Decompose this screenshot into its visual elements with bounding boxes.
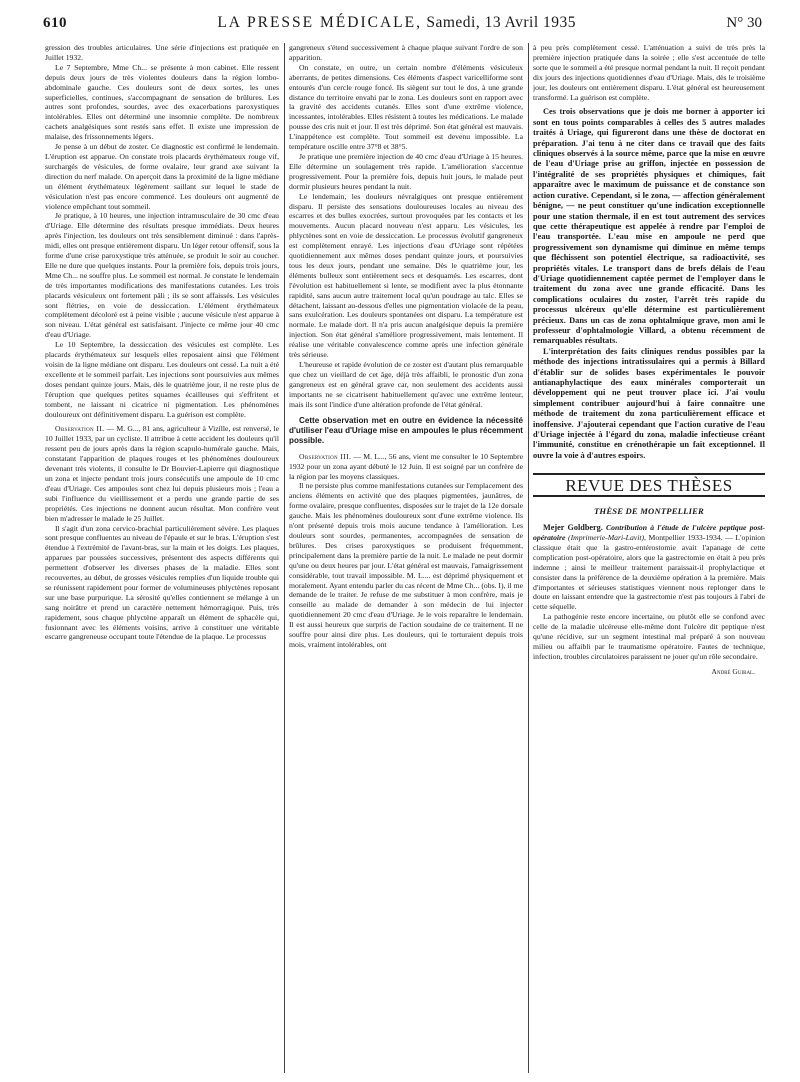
paragraph: Il s'agit d'un zona cervico-brachial particulièrement sévère. Les plaques sont presque confluentes au niveau de l'épaule et sur le bras. L'éruption s'est étendue à l'extrémité de l'avant-bras, sur la main et les doigts. Les plaques, apparues par poussées successives, présentent des aspects différents qui permettent d'observer les diverses phases de la maladie. Elles sont recouvertes, au début, de grosses vésicules remplies d'un liquide trouble qui se réunissent rapidement pour former de volumineuses phlyctènes reposant sur une base purpurique. La sérosité qu'elles contiennent se mélange à un sang noirâtre et prend un caractère nettement hémorragique. Puis, très rapidement, sous chaque phlyctène apparaît un élément de sphacèle qui, fusionnant avec les éléments voisins, arrive à constituer une véritable escarre gangreneuse occupant toute l'étendue de la plaque. Le processus xyxy=(45,523,279,642)
page-number: 610 xyxy=(43,15,67,31)
paragraph: gangreneux s'étend successivement à chaque plaque suivant l'ordre de son apparition. xyxy=(289,43,523,62)
thesis-publisher: (Imprimerie-Mari-Lavit) xyxy=(568,532,645,542)
column-2 xyxy=(289,43,523,1073)
paragraph: La pathogénie reste encore incertaine, ou plutôt elle se confond avec celle de la maladie ulcéreuse elle-même dont l'ulcère dit peptique n'est qu'une récidive, sur un segment intestinal mal préparé à son nouveau milieu ou affaibli par le traumatisme opératoire. Fautes de technique, infection, troubles circulatoires paraissent ne jouer qu'un rôle secondaire. xyxy=(533,612,765,661)
observation-paragraph xyxy=(289,452,523,482)
paragraph: Le 7 Septembre, Mme Ch... se présente à mon cabinet. Elle ressent depuis deux jours de très violentes douleurs dans la région lombo-abdominale gauche. Ces douleurs sont de deux sortes, les unes superficielles, continues, s'accompagnant de sensation de brûlures. Les autres sont profondes, sourdes, avec des exacerbations paroxystiques intolérables. Elles ont déterminé une insomnie complète. De nombreux cachets analgésiques sont restés sans effet. Il existe une impression de malaise, des frissonnements légers. xyxy=(45,62,279,142)
observation-text: — M. L..., 56 ans, vient me consulter le 10 Septembre 1932 pour un zona ayant débuté le 12 Juin. Il est soigné par un confrère de la région par les moyens classiques. xyxy=(289,451,523,481)
column-1 xyxy=(45,43,279,1073)
paragraph: à peu près complètement cessé. L'atténuation a suivi de très près la première injection pratiquée dans la soirée ; elle s'est accentuée de telle sorte que le sommeil a été presque normal pendant la nuit. Il reçoit pendant dix jours des injections quotidiennes d'eau d'Uriage. Mais, dès le troisième jour, les douleurs ont entièrement disparu. L'état général est heureusement transformé. La guérison est complète. xyxy=(533,43,765,102)
thesis-heading: THÈSE DE MONTPELLIER xyxy=(593,506,704,517)
article-columns xyxy=(45,43,765,1073)
publication-line xyxy=(217,14,576,32)
paragraph: Je pratique une première injection de 40 cmc d'eau d'Uriage à 15 heures. Elle détermine un soulagement très rapide. L'amélioration s'accentue progressivement. Pour la première fois, depuis huit jours, le malade peut dormir plusieurs heures pendant la nuit. xyxy=(289,151,523,191)
signature: André Guibal. xyxy=(711,666,755,676)
page-header xyxy=(43,14,762,36)
paragraph: gression des troubles articulaires. Une série d'injections est pratiquée en Juillet 1932. xyxy=(45,43,279,62)
conclusion-paragraph: Ces trois observations que je dois me borner à apporter ici sont en tous points comparables à celles des 5 autres malades traités à Uriage, qui figureront dans une thèse de doctorat en préparation. J'ai tenu à ne citer dans ce travail que des faits cliniques observés à la source même, parce que la mise en œuvre de l'eau d'Uriage prise au griffon, injectée en possession de l'intégralité de ses propriétés physiques et chimiques, fait apparaître avec le maximum de puissance et de constance son action curative. Cependant, si le zona, — affection généralement bénigne, — ne peut constituer qu'une indication exceptionnelle pour une station thermale, il en est tout autrement des services que cette thérapeutique est appelée à rendre par l'emploi de l'eau transportée. L'eau mise en ampoule ne perd que progressivement son dynamisme qui diminue en même temps que fléchissent son potentiel électrique, sa radioactivité, ses propriétés vitales. Le transport dans de brefs délais de l'eau d'Uriage quotidiennement captée permet de l'employer dans le traitement du zona avec une grande efficacité. Dans les complications oculaires du zoster, l'arrêt très rapide du processus ulcéreux qu'elle détermine est particulièrement précieux. Dans un cas de zona ophtalmique grave, mon ami le professeur d'ophtalmologie Villard, a obtenu récemment de remarquables résultats. xyxy=(533,107,765,346)
thesis-title: Contribution à l'étude de l'ulcère peptique post-opératoire xyxy=(533,523,765,542)
thesis-text: , Montpellier 1933-1934. — L'opinion classique était que la gastro-entérostomie avait l'apanage de cette complication post-opératoire, alors que la gastrectomie en était à peu près indemne ; ainsi le meilleur traitement paraissait-il prophylactique et consister dans la préférence de la deuxième opération à la première. Mais d'importantes et sérieuses statistiques viennent nous replonger dans le doute en laissant entendre que la gastrectomie n'est pas toujours à l'abri de cette séquelle. xyxy=(533,532,765,612)
paragraph: Il ne persiste plus comme manifestations cutanées sur l'emplacement des anciens éléments en activité que des plaques pigmentées, jaunâtres, de forme ovalaire, presque confluentes, disposées sur le trajet de la 12e dorsale gauche. Mais les phénomènes douloureux sont d'une extrême violence. Ils n'ont présenté depuis trois mois aucune tendance à l'amélioration. Les douleurs sont sourdes, permanentes, accompagnées de sensation de brûlures. Des crises paroxystiques se produisent fréquemment, principalement dans la première partie de la nuit. Le malade ne peut dormir qu'une ou deux heures par jour. L'état général est mauvais, l'amaigrissement considérable, tout travail impossible. M. L.... est déprimé physiquement et moralement. Ayant entendu parler du cas récent de Mme Ch... (obs. I), il me demande de le traiter. Je refuse de me substituer à mon confrère, mais je conseille au malade de demander à son médecin de lui injecter quotidiennement 20 cmc d'eau d'Uriage. Je le vois reparaître le lendemain. Il est aussi heureux que surpris de l'action soudaine de ce traitement. Il ne souffre pour ainsi dire plus. Les douleurs, qui le torturaient depuis trois mois, vraiment intolérables, ont xyxy=(289,481,523,649)
section-title: REVUE DES THÈSES xyxy=(533,473,765,497)
publication-date: Samedi, 13 Avril 1935 xyxy=(426,14,577,31)
observation-label: Observation II. xyxy=(55,424,105,434)
paragraph: L'heureuse et rapide évolution de ce zoster est d'autant plus remarquable que chez un vieillard de cet âge, déjà très affaibli, le pronostic d'un zona gangreneux est en général grave car, non seulement des accidents aussi importants ne se cicatrisent habituellement qu'avec une extrême lenteur, mais ils sont l'indice d'une altération profonde de l'état général. xyxy=(289,360,523,409)
thesis-author: Mejer Goldberg. xyxy=(543,523,603,533)
observation-label: Observation III. xyxy=(299,451,352,461)
paragraph: On constate, en outre, un certain nombre d'éléments vésiculeux aberrants, de petites dimensions. Ces éléments d'aspect varicelliforme sont entourés d'un cercle rouge foncé. Ils siègent sur tout le dos, à une grande distance du territoire envahi par le zona. Les douleurs sont en rapport avec la gravité des accidents cutanés. Elles sont d'une extrême violence, incessantes, intolérables. Elles résistent à toutes les médications. Le malade pousse des cris nuit et jour. Il est très déprimé. Son état général est mauvais. L'inappétence est complète. Tout sommeil est devenu impossible. La température oscille entre 37°8 et 38°5. xyxy=(289,62,523,152)
thesis-entry xyxy=(533,523,765,612)
highlighted-paragraph: Cette observation met en outre en évidence la nécessité d'utiliser l'eau d'Uriage mise en ampoules le plus récemment possible. xyxy=(289,415,523,446)
conclusion-paragraph: L'interprétation des faits cliniques rendus possibles par la méthode des injections intratissulaires qui a permis à Billard d'établir sur de solides bases expérimentales le pouvoir antianaphylactique des eaux minérales comporterait un développement qui ne peut trouver place ici. J'ai voulu simplement contribuer aujourd'hui à faire connaître une méthode de traitement du zona particulièrement efficace et inoffensive. J'ajouterai cependant que l'action curative de l'eau d'Uriage injectée à l'égard du zona, maladie infectieuse créant l'immunité, constitue en crénothérapie un fait exceptionnel. Il ouvre la voie à d'autres espoirs. xyxy=(533,346,765,460)
paragraph: Je pratique, à 10 heures, une injection intramusculaire de 30 cmc d'eau d'Uriage. Elle détermine des résultats presque immédiats. Deux heures après l'injection, les douleurs ont très sensiblement diminué : dans l'après-midi, elles ont presque entièrement disparu. Un léger retour offensif, sous la forme d'une crise paroxystique très atténuée, se produit le soir au coucher. Elle ne dure que quelques instants. Pour la première fois, depuis trois jours, Mme Ch... ne souffre plus. Le sommeil est normal. Je constate le lendemain de très importantes modifications des manifestations cutanées. Les trois placards vésiculeux ont fortement pâli ; ils se sont affaissés. Les vésicules sont flétries, en voie de dessiccation. L'élément érythémateux complètement décoloré est à peine visible ; aucune vésicule n'est apparue à son niveau. L'état général est satisfaisant. J'injecte ce même jour 40 cmc d'eau d'Uriage. xyxy=(45,211,279,340)
issue-number: N° 30 xyxy=(726,15,762,31)
observation-text: — M. G..., 81 ans, agriculteur à Vizille, est renversé, le 10 Juillet 1933, par un cycliste. Il attribue à cette accident les douleurs qu'il ressent peu de jours après dans la région scapulo-humérale gauche. Mais, constatant l'apparition de plaques rouges et les phénomènes douloureux devenant très violents, il consulte le Dr Bouvier-Lapierre qui diagnostique un zona et injecte pendant trois jours consécutifs une ampoule de 10 cmc d'eau d'Uriage. Ces ampoules sont chez lui depuis plusieurs mois ; l'eau a subi l'influence du vieillissement et a perdu une grande partie de ses propriétés. Ces injections ne donnent aucun résultat. Mon confrère veut bien m'adresser le malade le 25 Juillet. xyxy=(45,424,279,523)
paragraph: Le 10 Septembre, la dessiccation des vésicules est complète. Les placards érythémateux sur lesquels elles reposaient ainsi que l'élément voisin de la ligne médiane ont disparu. Les douleurs ont cessé. La nuit a été excellente et le sommeil parfait. Les injections sont poursuivies aux mêmes doses pendant quinze jours. Mais, dès le quatrième jour, il ne reste plus de l'éruption que quelques petites squames écailleuses qui s'effritent et tombent, ne laissant ni cicatrice ni pigmentation. Les phénomènes douloureux ont définitivement disparu. La guérison est complète. xyxy=(45,340,279,419)
column-3 xyxy=(533,43,765,1073)
publication-name: LA PRESSE MÉDICALE, xyxy=(217,14,422,31)
paragraph: Le lendemain, les douleurs névralgiques ont presque entièrement disparu. Il persiste des sensations douloureuses locales au niveau des escarres et des bulles exocrées, surtout provoquées par les contacts et les mouvements. Aucun placard nouveau n'est apparu. Les vésicules, les phlyctènes sont en voie de dessiccation. Le processus évolutif gangreneux est complètement enrayé. Les injections d'eau d'Uriage sont répétées quotidiennement aux mêmes doses pendant quinze jours, et poursuivies tous les deux jours, pendant une semaine. Dès le quatrième jour, les éléments bulleux sont entièrement secs et desquamés. Les escarres, dont l'évolution est habituellement si lente, se modifient avec la plus étonnante rapidité, sans aucun autre traitement local qu'un poudrage au talc. Elles se détachent, laissant au-dessous d'elles une pigmentation violacée de la peau, sans exulcération. Les douleurs spontanées ont disparu. La température est normale. Le malade dort. Il n'a pris aucun analgésique depuis la première injection. Son état général s'améliore progressivement, mais lentement. Il réalise une véritable convalescence comme après une infection générale très sérieuse. xyxy=(289,191,523,360)
paragraph: Je pense à un début de zoster. Ce diagnostic est confirmé le lendemain. L'éruption est apparue. On constate trois placards érythémateux rouge vif, surchargés de vésicules, de forme ovalaire, leur grand axe suivant la direction du nerf malade. On aperçoit dans la proximité de la ligne médiane un élément érythémateux légèrement saillant sur lequel le stade de vésiculation n'est pas encore commencé. Les douleurs ont augmenté de violence empêchant tout sommeil. xyxy=(45,142,279,211)
observation-paragraph xyxy=(45,424,279,523)
